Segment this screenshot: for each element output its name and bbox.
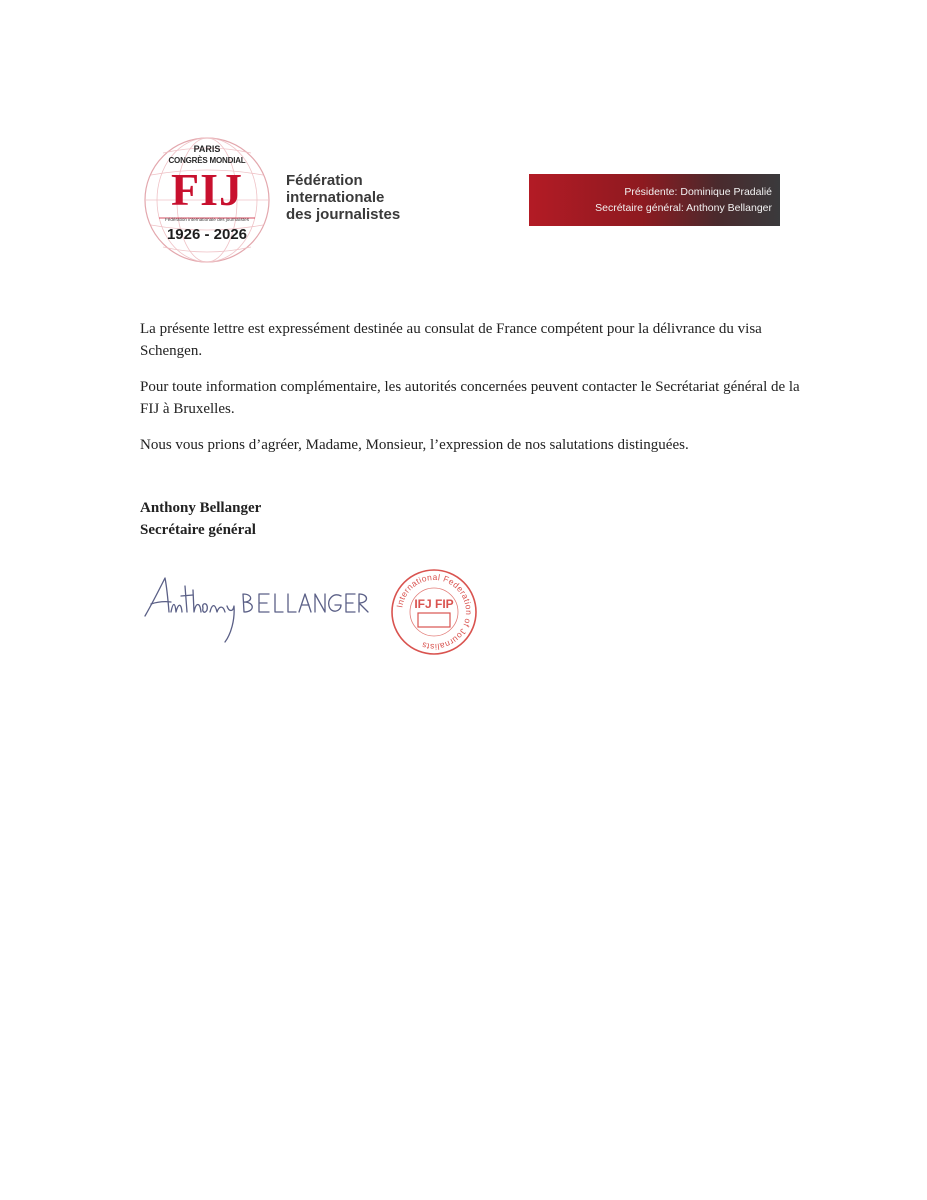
body-paragraph: Nous vous prions d’agréer, Madame, Monsieur, l’expression de nos salutations distinguées. xyxy=(140,437,689,453)
stamp-ring-text: International Federation of Journalists xyxy=(394,571,475,653)
org-name-line: Fédération xyxy=(286,172,363,189)
signatory-block xyxy=(140,497,261,541)
seal-full-name: Fédération internationale des journalistes xyxy=(164,217,249,222)
handwritten-signature xyxy=(141,572,371,647)
secretary-line: Secrétaire général: Anthony Bellanger xyxy=(595,202,772,214)
body-paragraph: Pour toute information complémentaire, les autorités concernées peuvent contacter le Secrétariat général de la FIJ à Bruxelles. xyxy=(140,379,800,417)
ifj-stamp xyxy=(390,568,478,656)
org-name-line: internationale xyxy=(286,189,385,206)
seal-years: 1926 - 2026 xyxy=(166,226,248,243)
body-paragraph: La présente lettre est expressément destinée au consulat de France compétent pour la délivrance du visa Schengen. xyxy=(140,321,762,359)
officers-banner xyxy=(529,174,780,226)
org-name-line: des journalistes xyxy=(286,206,401,223)
letter-body xyxy=(140,318,800,470)
stamp-center-text: IFJ FIP xyxy=(414,597,454,611)
seal-city: PARIS xyxy=(193,144,221,154)
svg-text:International Federation of Jo xyxy=(394,572,474,652)
fij-congress-seal-logo xyxy=(141,135,273,265)
seal-acronym: FIJ xyxy=(171,164,243,215)
president-line: Présidente: Dominique Pradalié xyxy=(624,186,772,198)
signatory-title: Secrétaire général xyxy=(140,522,256,538)
seal-event: CONGRÈS MONDIAL xyxy=(168,156,246,165)
signatory-name: Anthony Bellanger xyxy=(140,500,262,516)
organisation-name xyxy=(286,172,400,223)
